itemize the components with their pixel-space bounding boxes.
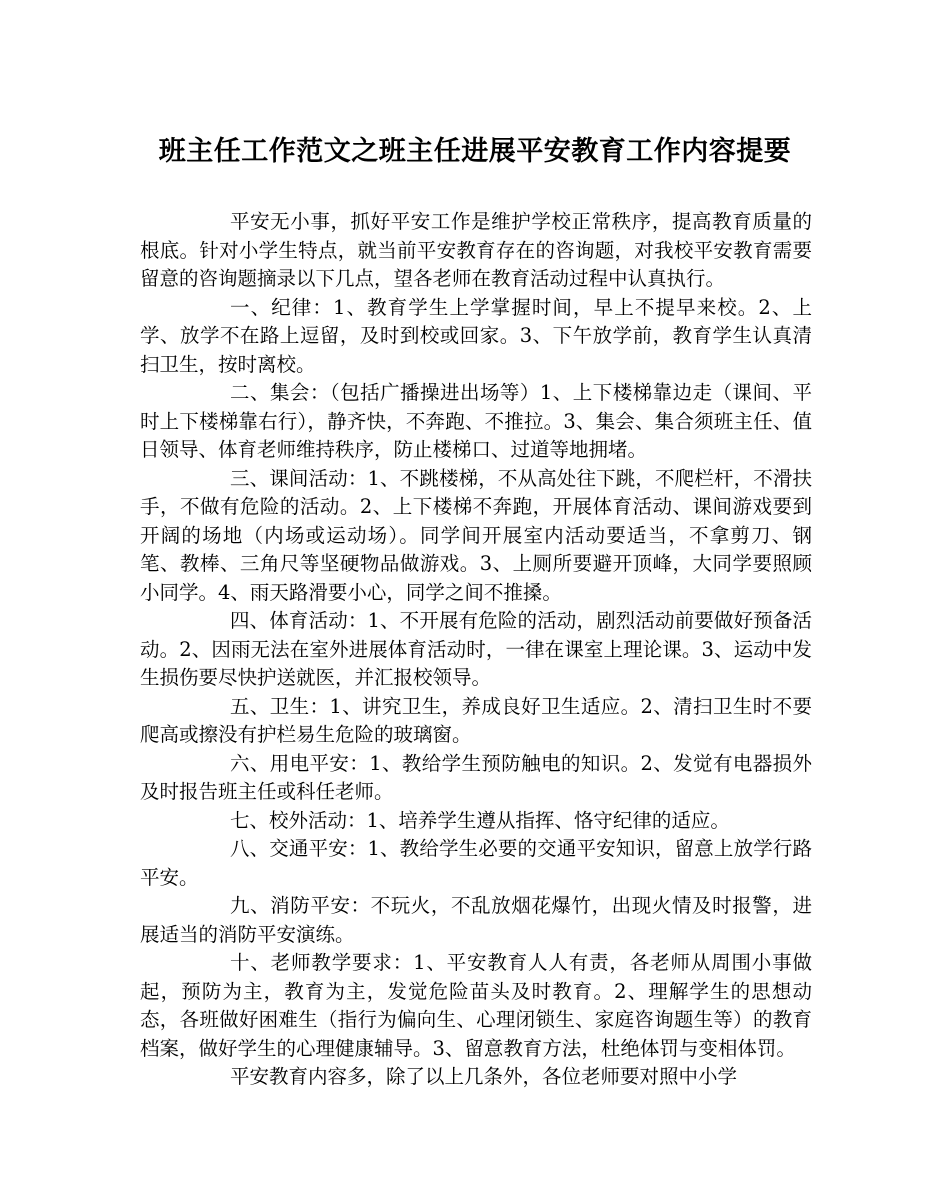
paragraph-teacher-requirements: 十、老师教学要求：1、平安教育人人有责，各老师从周围小事做起，预防为主，教育为主，发觉危险苗头及时教育。2、理解学生的思想动态，各班做好困难生（指行为偏向生、心理闭锁生、家庭咨询题生等）的教育档案，做好学生的心理健康辅导。3、留意教育方法，杜绝体罚与变相体罚。	[140, 951, 812, 1060]
paragraph-recess: 三、课间活动：1、不跳楼梯，不从高处往下跳，不爬栏杆，不滑扶手，不做有危险的活动。2、上下楼梯不奔跑，开展体育活动、课间游戏要到开阔的场地（内场或运动场）。同学间开展室内活动要适当，不拿剪刀、钢笔、教棒、三角尺等坚硬物品做游戏。3、上厕所要避开顶峰，大同学要照顾小同学。4、雨天路滑要小心，同学之间不推搡。	[140, 466, 812, 604]
document-body	[140, 208, 812, 1092]
paragraph-closing: 平安教育内容多，除了以上几条外，各位老师要对照中小学	[230, 1065, 738, 1088]
paragraph-fire: 九、消防平安：不玩火，不乱放烟花爆竹，出现火情及时报警，进展适当的消防平安演练。	[140, 894, 812, 946]
paragraph-electric-safety: 六、用电平安：1、教给学生预防触电的知识。2、发觉有电器损外及时报告班主任或科任老师。	[140, 751, 812, 803]
paragraph-hygiene: 五、卫生：1、讲究卫生，养成良好卫生适应。2、清扫卫生时不要爬高或擦没有护栏易生危险的玻璃窗。	[140, 694, 812, 746]
paragraph-outdoor: 七、校外活动：1、培养学生遵从指挥、恪守纪律的适应。	[230, 808, 730, 832]
paragraph-assembly: 二、集会：（包括广播操进出场等）1、上下楼梯靠边走（课间、平时上下楼梯靠右行），静齐快，不奔跑、不推拉。3、集会、集合须班主任、值日领导、体育老师维持秩序，防止楼梯口、过道等地拥堵。	[140, 381, 812, 461]
paragraph-traffic: 八、交通平安：1、教给学生必要的交通平安知识，留意上放学行路平安。	[140, 837, 812, 889]
paragraph-sports: 四、体育活动：1、不开展有危险的活动，剧烈活动前要做好预备活动。2、因雨无法在室外进展体育活动时，一律在课室上理论课。3、运动中发生损伤要尽快护送就医，并汇报校领导。	[140, 609, 812, 689]
paragraph-intro: 平安无小事，抓好平安工作是维护学校正常秩序，提高教育质量的根底。针对小学生特点，就当前平安教育存在的咨询题，对我校平安教育需要留意的咨询题摘录以下几点，望各老师在教育活动过程中认真执行。	[140, 210, 812, 290]
document-title: 班主任工作范文之班主任进展平安教育工作内容提要	[158, 136, 792, 167]
paragraph-discipline: 一、纪律：1、教育学生上学掌握时间，早上不提早来校。2、上学、放学不在路上逗留，及时到校或回家。3、下午放学前，教育学生认真清扫卫生，按时离校。	[140, 295, 812, 376]
